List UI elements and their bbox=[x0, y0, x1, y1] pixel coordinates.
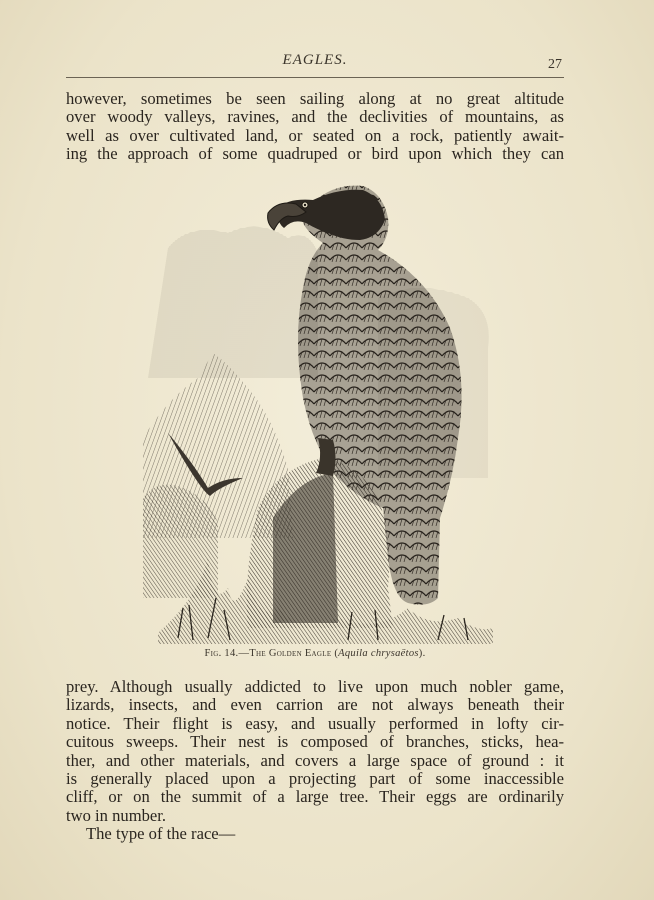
text-line: prey. Although usually addicted to live upon much nobler game, bbox=[66, 677, 564, 696]
golden-eagle-engraving bbox=[138, 178, 498, 644]
text-line: lizards, insects, and even carrion are not always beneath their bbox=[66, 695, 564, 715]
text-line: two in number. bbox=[66, 805, 167, 825]
running-head bbox=[66, 50, 564, 74]
running-title: EAGLES. bbox=[282, 52, 348, 68]
header-rule bbox=[66, 77, 564, 78]
caption-label: Fig. 14.—The Golden Eagle ( bbox=[204, 648, 339, 659]
text-line: cliff, or on the summit of a large tree. Their eggs are ordinarily bbox=[66, 787, 564, 807]
text-line: notice. Their flight is easy, and usually performed in lofty cir- bbox=[66, 713, 564, 733]
bottom-paragraph bbox=[66, 678, 564, 844]
caption-species: Aquila chrysaëtos bbox=[338, 648, 419, 659]
text-line: however, sometimes be seen sailing along at no great altitude bbox=[66, 89, 564, 108]
text-line: cuitous sweeps. Their nest is composed of branches, sticks, hea- bbox=[66, 732, 564, 752]
text-line: is generally placed upon a projecting part of some inaccessible bbox=[66, 769, 564, 789]
text-line: over woody valleys, ravines, and the declivities of mountains, as bbox=[66, 107, 564, 127]
text-line: ther, and other materials, and covers a large space of ground : it bbox=[66, 750, 564, 770]
figure-caption bbox=[66, 648, 564, 659]
text-line: ing the approach of some quadruped or bird upon which they can bbox=[66, 144, 564, 164]
top-paragraph bbox=[66, 90, 564, 164]
text-line: well as over cultivated land, or seated on a rock, patiently await- bbox=[66, 125, 564, 145]
text-line-indented: The type of the race— bbox=[86, 824, 236, 844]
caption-end: ). bbox=[418, 648, 426, 659]
page-number: 27 bbox=[548, 57, 562, 72]
